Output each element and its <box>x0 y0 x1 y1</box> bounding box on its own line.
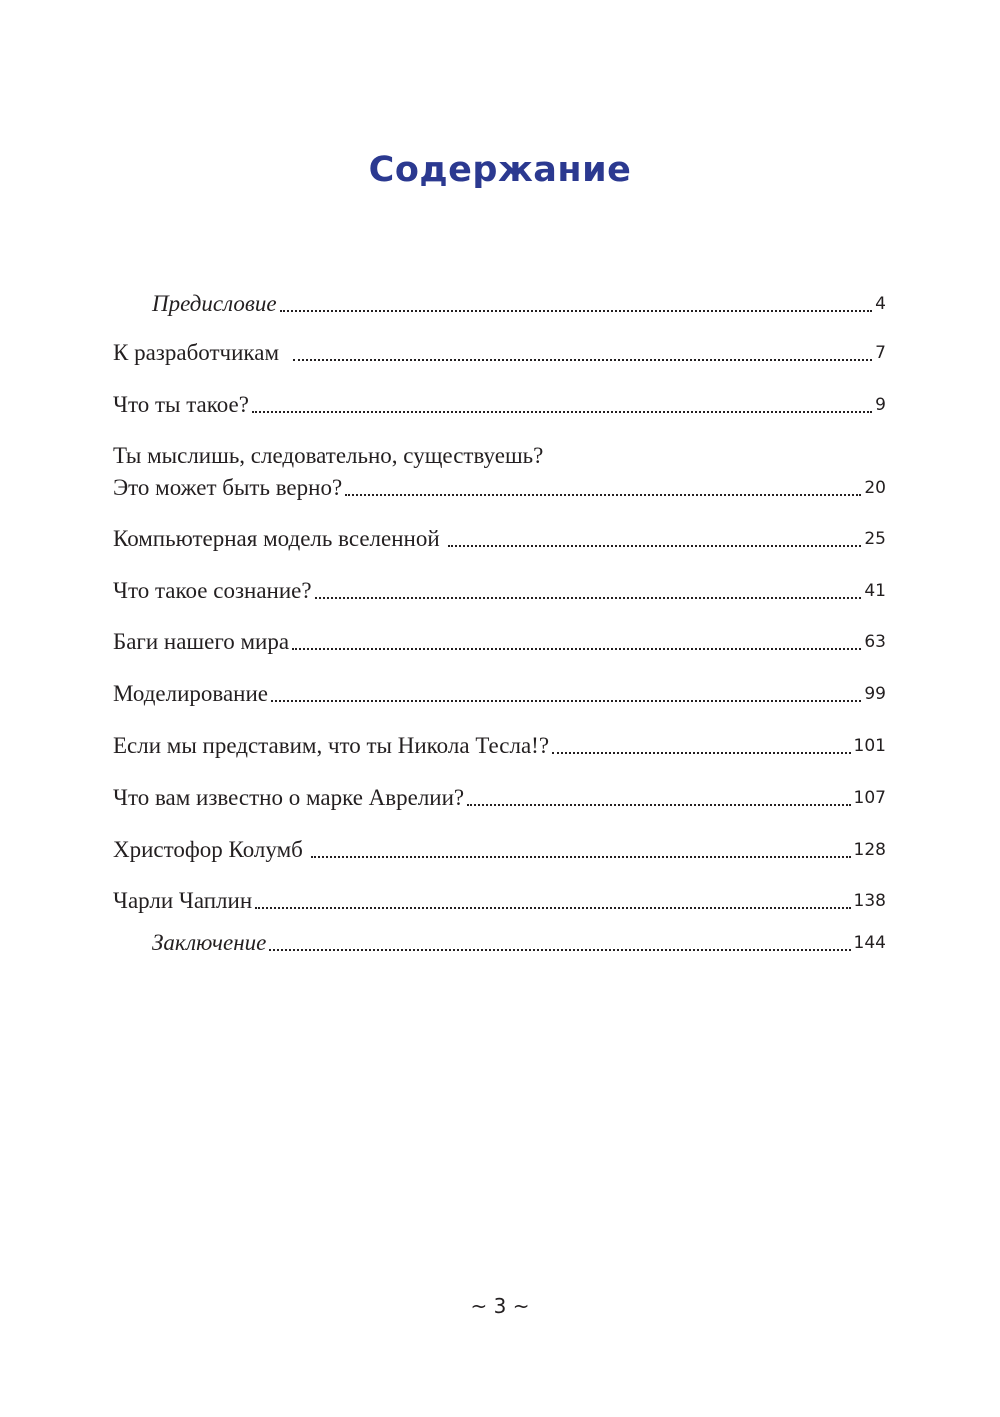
toc-page-number: 63 <box>864 632 886 652</box>
toc-entry-tesla[interactable] <box>113 730 886 762</box>
dot-leader <box>292 626 861 658</box>
toc-entry-columbus[interactable] <box>113 834 886 866</box>
dot-leader <box>269 927 850 959</box>
toc-entry-chaplin[interactable] <box>113 885 886 917</box>
toc-page-number: 4 <box>875 294 886 314</box>
dot-leader <box>315 575 862 607</box>
dot-leader <box>252 389 872 421</box>
dot-leader <box>311 834 851 866</box>
toc-entry-label: Чарли Чаплин <box>113 888 253 913</box>
dot-leader <box>255 885 850 917</box>
toc-page-number: 99 <box>864 684 886 704</box>
dot-leader <box>293 337 872 369</box>
toc-page-number: 9 <box>875 395 886 415</box>
dot-leader <box>271 678 861 710</box>
dot-leader <box>345 472 861 504</box>
toc-page-number: 128 <box>853 840 886 860</box>
dot-leader <box>448 523 862 555</box>
toc-entry-label: Компьютерная модель вселенной <box>113 526 440 551</box>
toc-entry-label: Если мы представим, что ты Никола Тесла!? <box>113 733 550 758</box>
toc-entry-developers[interactable] <box>113 337 886 369</box>
toc-entry-label: Это может быть верно? <box>113 475 343 500</box>
toc-entry-preface[interactable] <box>113 288 886 320</box>
toc-page-number: 101 <box>853 736 886 756</box>
toc-entry-label: Что ты такое? <box>113 392 249 417</box>
toc-entry-modeling[interactable] <box>113 678 886 710</box>
toc-entry-label: Христофор Колумб <box>113 837 303 862</box>
toc-page-number: 138 <box>853 891 886 911</box>
toc-page-number: 20 <box>864 478 886 498</box>
toc-entry-aurelius[interactable] <box>113 782 886 814</box>
toc-entry-bugs[interactable] <box>113 626 886 658</box>
toc-entry-first-line: Ты мыслишь, следовательно, существуешь? <box>113 443 544 468</box>
toc-entry-what-are-you[interactable] <box>113 389 886 421</box>
toc-entry-label: Заключение <box>152 930 267 955</box>
dot-leader <box>467 782 850 814</box>
toc-entry-label: Что вам известно о марке Аврелии? <box>113 785 465 810</box>
toc-page-number: 107 <box>853 788 886 808</box>
toc-entry-label: Моделирование <box>113 681 269 706</box>
toc-entry-consciousness[interactable] <box>113 575 886 607</box>
dot-leader <box>280 288 873 320</box>
toc-page-number: 144 <box>853 933 886 953</box>
toc-entry-computer-model[interactable] <box>113 523 886 555</box>
toc-page-number: 25 <box>864 529 886 549</box>
toc-page-number: 41 <box>864 581 886 601</box>
toc-page-number: 7 <box>875 343 886 363</box>
dot-leader <box>552 730 851 762</box>
toc-entry-conclusion[interactable] <box>113 927 886 959</box>
page-footer-number: ~ 3 ~ <box>470 1294 530 1318</box>
page-title: Содержание <box>368 150 632 190</box>
toc-entry-label: К разработчикам <box>113 340 280 365</box>
toc-entry-label: Предисловие <box>152 291 277 316</box>
toc-entry-label: Баги нашего мира <box>113 629 290 654</box>
toc-entry-you-think[interactable] <box>113 472 886 504</box>
toc-entry-label: Что такое сознание? <box>113 578 312 603</box>
